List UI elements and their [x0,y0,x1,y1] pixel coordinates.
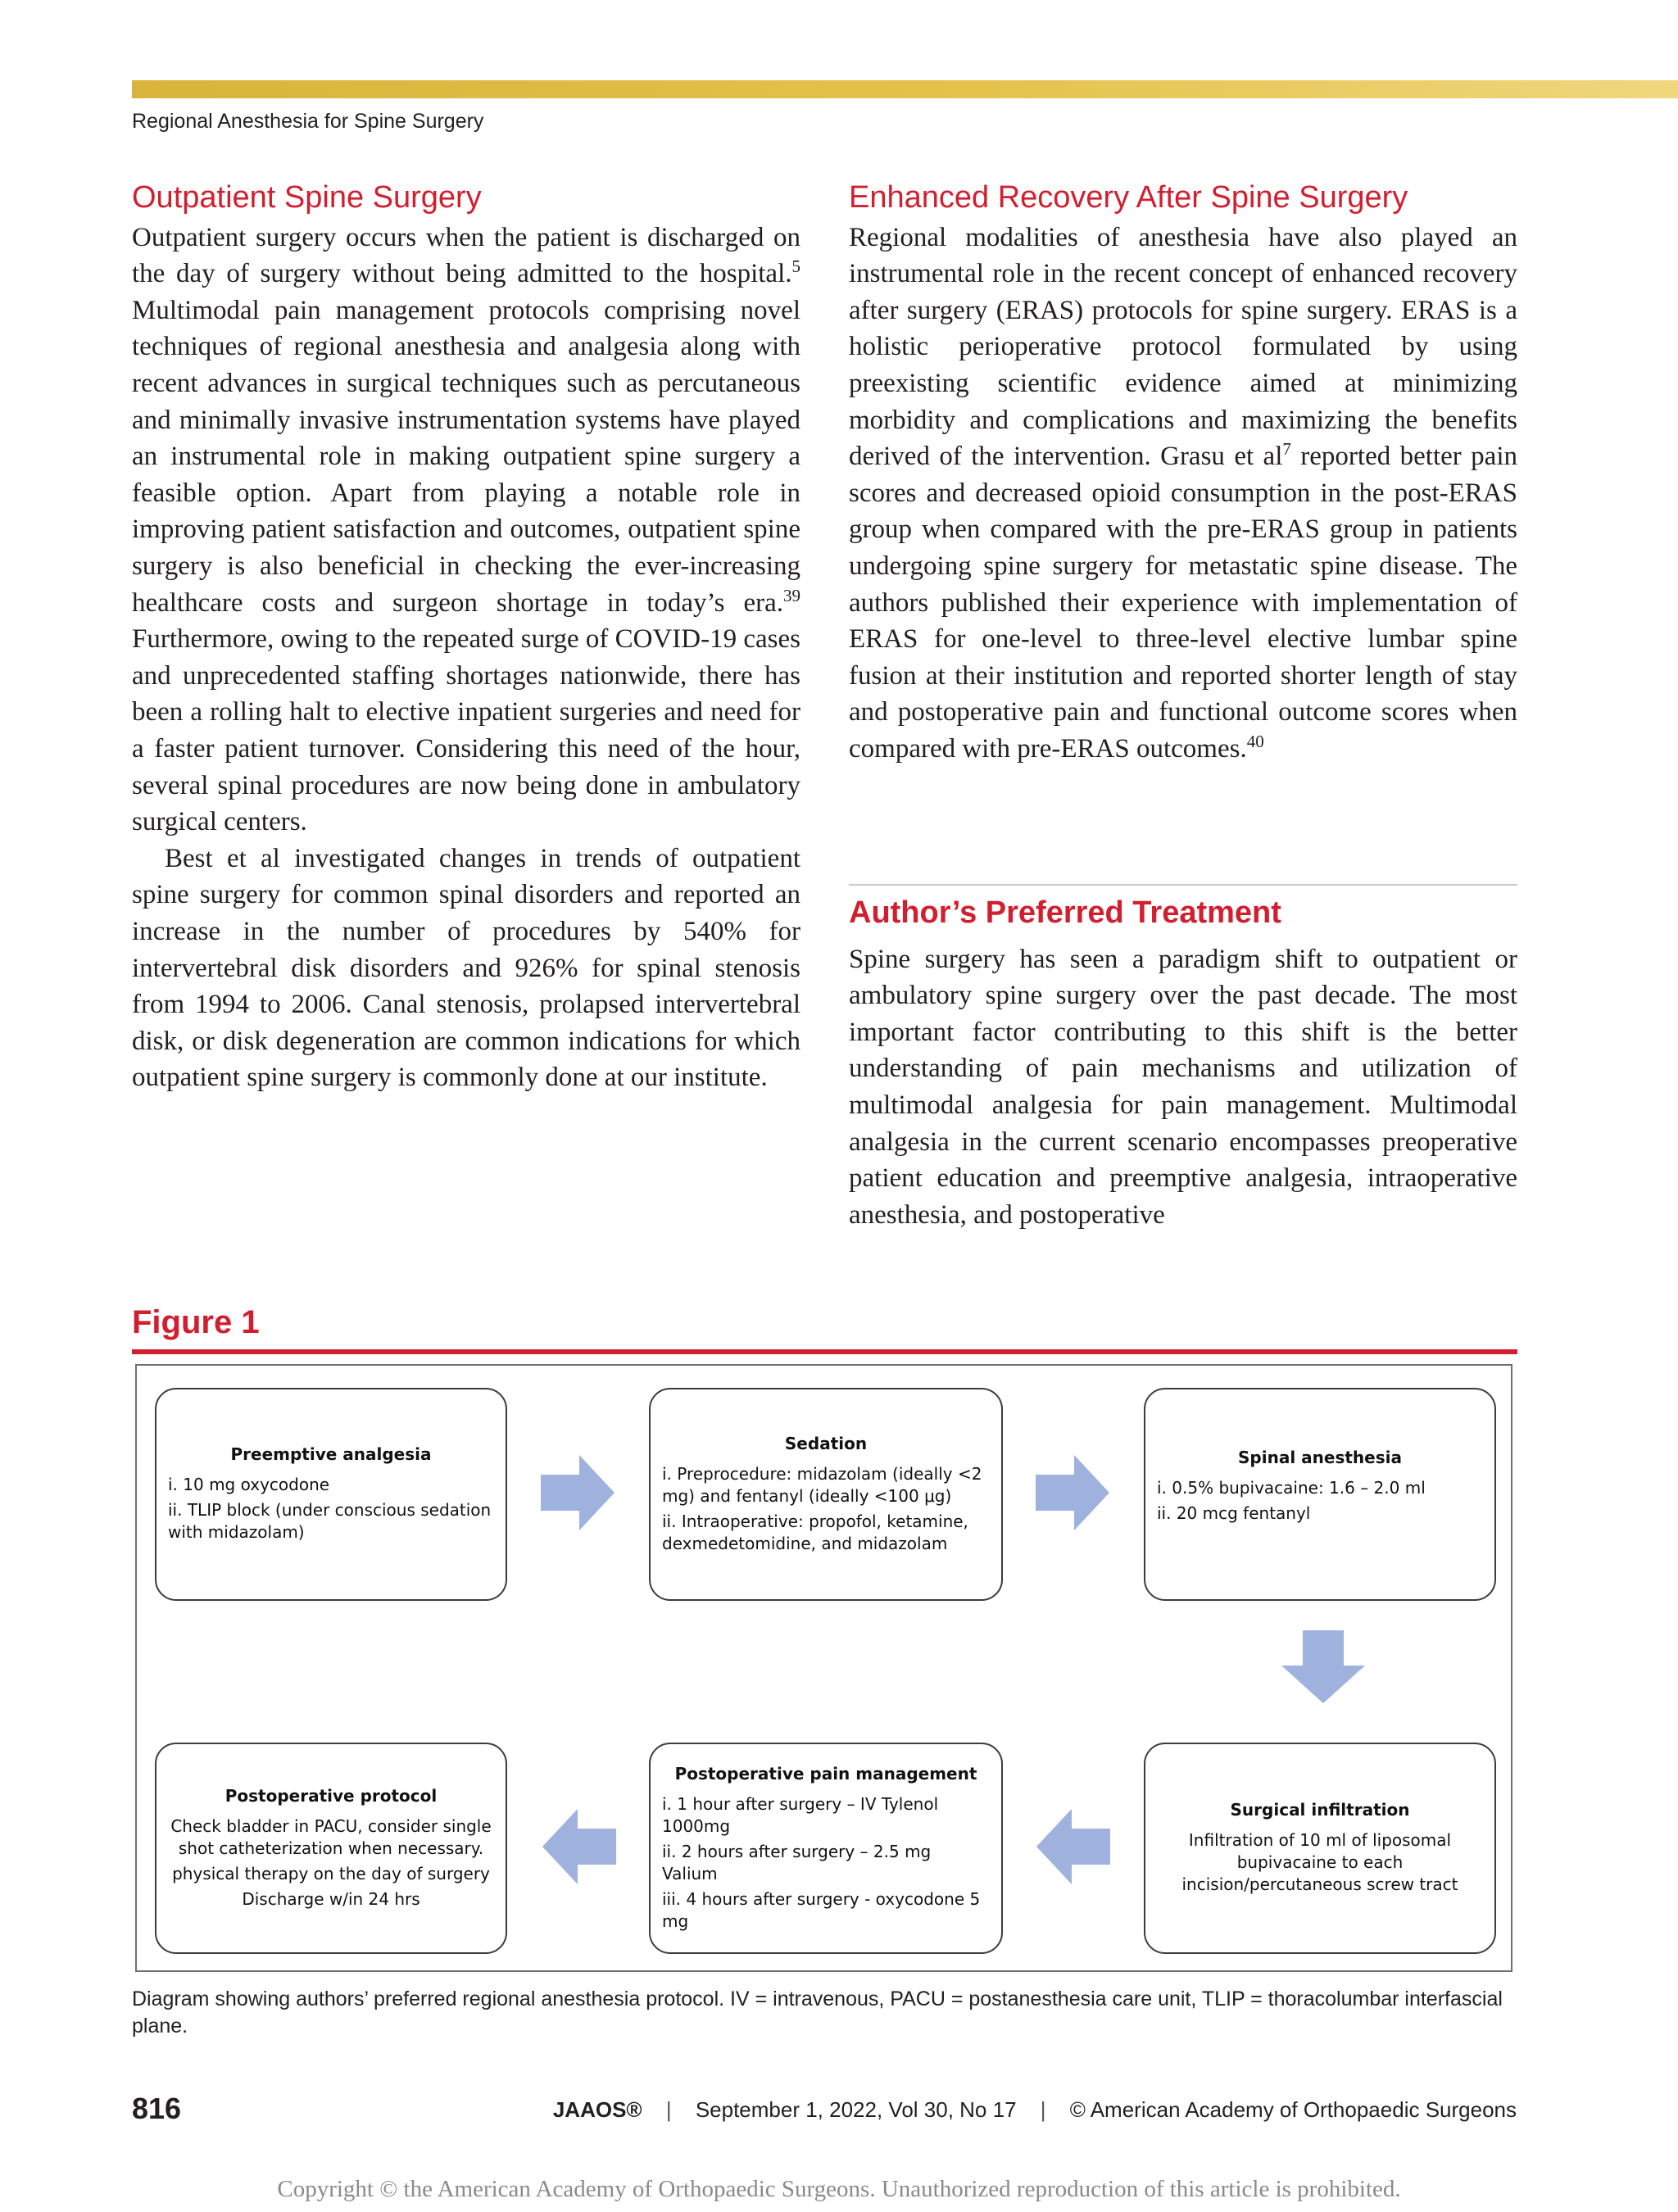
box-item: ii. Intraoperative: propofol, ketamine, dexmedetomidine, and midazolam [662,1511,968,1553]
arrow-left-icon [538,1806,620,1888]
text-run: reported better pain scores and decreased opioid consumption in the post-ERAS group when compared with the pre-ERAS group in patients undergoing spine surgery for metastatic spine disease. The authors published their experience with implementation of ERAS for one-level to three-level elective lumbar spine fusion at their institution and reported shorter length of stay and postoperative pain and functional outcome scores when compared with pre-ERAS outcomes. [849,442,1517,764]
box-title: Surgical infiltration [1230,1800,1410,1820]
arrow-down-icon [1278,1626,1368,1708]
right-column [849,180,1517,768]
section-divider [849,884,1517,886]
box-item: i. 1 hour after surgery – IV Tylenol 1000mg [662,1793,939,1836]
box-surgical-infiltration [1144,1743,1496,1954]
journal-name: JAAOS® [552,2097,642,2122]
journal-footer [553,2097,1517,2123]
box-postoperative-pain-management [649,1743,1003,1954]
box-item: i. 10 mg oxycodone [168,1475,330,1494]
box-item: iii. 4 hours after surgery - oxycodone 5 mg [662,1888,981,1931]
right-column-lower [849,895,1517,1233]
header-color-bar [132,80,1678,98]
box-spinal-anesthesia [1144,1388,1496,1601]
section-heading-eras: Enhanced Recovery After Spine Surgery [849,180,1408,215]
box-title: Sedation [784,1433,868,1453]
reference-superscript: 7 [1282,439,1291,460]
running-title: Regional Anesthesia for Spine Surgery [132,110,484,133]
box-item: Discharge w/in 24 hrs [242,1888,420,1909]
paragraph-preferred-treatment: Spine surgery has seen a paradigm shift to outpatient or ambulatory spine surgery over the past decade. The most important factor contributing to this shift is the better understanding of pain mechanisms and utilization of multimodal analgesia for pain management. Multimodal analgesia in the current scenario encompasses preoperative patient education and preemptive analgesia, intraoperative anesthesia, and postoperative [849,944,1517,1230]
figure-label: Figure 1 [132,1304,260,1340]
box-item: i. 0.5% bupivacaine: 1.6 – 2.0 ml [1157,1478,1426,1498]
text-run: Furthermore, owing to the repeated surge of COVID-19 cases and unprecedented staffing shortages nationwide, there has been a rolling halt to elective inpatient surgeries and need for a faster patient turnover. Considering this need of the hour, several spinal procedures are now being done in ambulatory surgical centers. [132,624,800,837]
arrow-right-icon [1032,1452,1113,1534]
page-number: 816 [132,2092,182,2125]
box-item: ii. 20 mcg fentanyl [1157,1503,1311,1523]
footer-separator: | [665,2097,672,2122]
box-postoperative-protocol [155,1743,507,1954]
arrow-left-icon [1032,1806,1114,1888]
copyright-notice: Copyright © the American Academy of Orthopaedic Surgeons. Unauthorized reproduction of this article is prohibited. [277,2176,1401,2202]
paragraph-outpatient-2: Best et al investigated changes in trends of outpatient spine surgery for common spinal disorders and reported an increase in the number of procedures by 540% for intervertebral disk disorders and 926% for spinal stenosis from 1994 to 2006. Canal stenosis, prolapsed intervertebral disk, or disk degeneration are common indications for which outpatient spine surgery is commonly done at our institute. [132,843,800,1093]
box-item: Check bladder in PACU, consider single shot catheterization when necessary. [170,1815,492,1858]
text-run: Multimodal pain management protocols comprising novel techniques of regional anesthesia and analgesia along with recent advances in surgical techniques such as percutaneous and minimally invasive instrumentation systems have played an instrumental role in making outpatient spine surgery a feasible option. Apart from playing a notable role in improving patient satisfaction and outcomes, outpatient spine surgery is also beneficial in checking the ever-increasing healthcare costs and surgeon shortage in today’s era. [132,295,800,618]
box-sedation [649,1388,1003,1601]
box-title: Postoperative protocol [224,1785,438,1806]
box-item: Infiltration of 10 ml of liposomal bupivacaine to each incision/percutaneous screw tract [1181,1830,1458,1894]
reference-superscript: 40 [1246,732,1264,751]
reference-superscript: 5 [791,256,800,277]
journal-issue: September 1, 2022, Vol 30, No 17 [695,2097,1017,2122]
paragraph-eras [849,220,1517,768]
box-preemptive-analgesia [155,1388,507,1601]
footer-separator: | [1040,2097,1046,2122]
box-item: physical therapy on the day of surgery [172,1863,490,1883]
box-title: Spinal anesthesia [1238,1448,1402,1467]
figure-rule [132,1349,1517,1354]
box-item: ii. TLIP block (under conscious sedation with midazolam) [168,1500,492,1542]
text-run: Regional modalities of anesthesia have also played an instrumental role in the recent concept of enhanced recovery after surgery (ERAS) protocols for spine surgery. ERAS is a holistic perioperative protocol formulated by using preexisting scientific evidence aimed at minimizing morbidity and complications and maximizing the benefits derived of the intervention. Grasu et al [849,222,1517,472]
figure-diagram [135,1364,1512,1972]
box-item: i. Preprocedure: midazolam (ideally <2 mg) and fentanyl (ideally <100 μg) [662,1463,982,1506]
section-heading-outpatient: Outpatient Spine Surgery [132,180,482,215]
paragraph-outpatient-1 [132,220,800,841]
box-item: ii. 2 hours after surgery – 2.5 mg Valium [662,1841,932,1883]
section-heading-preferred-treatment: Author’s Preferred Treatment [849,895,1281,930]
box-title: Postoperative pain management [674,1763,977,1784]
left-column [132,180,800,1096]
arrow-right-icon [537,1452,619,1534]
publisher-copyright: © American Academy of Orthopaedic Surgeons [1069,2097,1517,2122]
text-run: Outpatient surgery occurs when the patient is discharged on the day of surgery without being admitted to the hospital. [132,222,800,289]
figure-caption: Diagram showing authors’ preferred regional anesthesia protocol. IV = intravenous, PACU = postanesthesia care unit, TLIP = thoracolumbar interfascial plane. [132,1988,1503,2037]
box-title: Preemptive analgesia [230,1444,432,1464]
reference-superscript: 39 [783,585,800,605]
